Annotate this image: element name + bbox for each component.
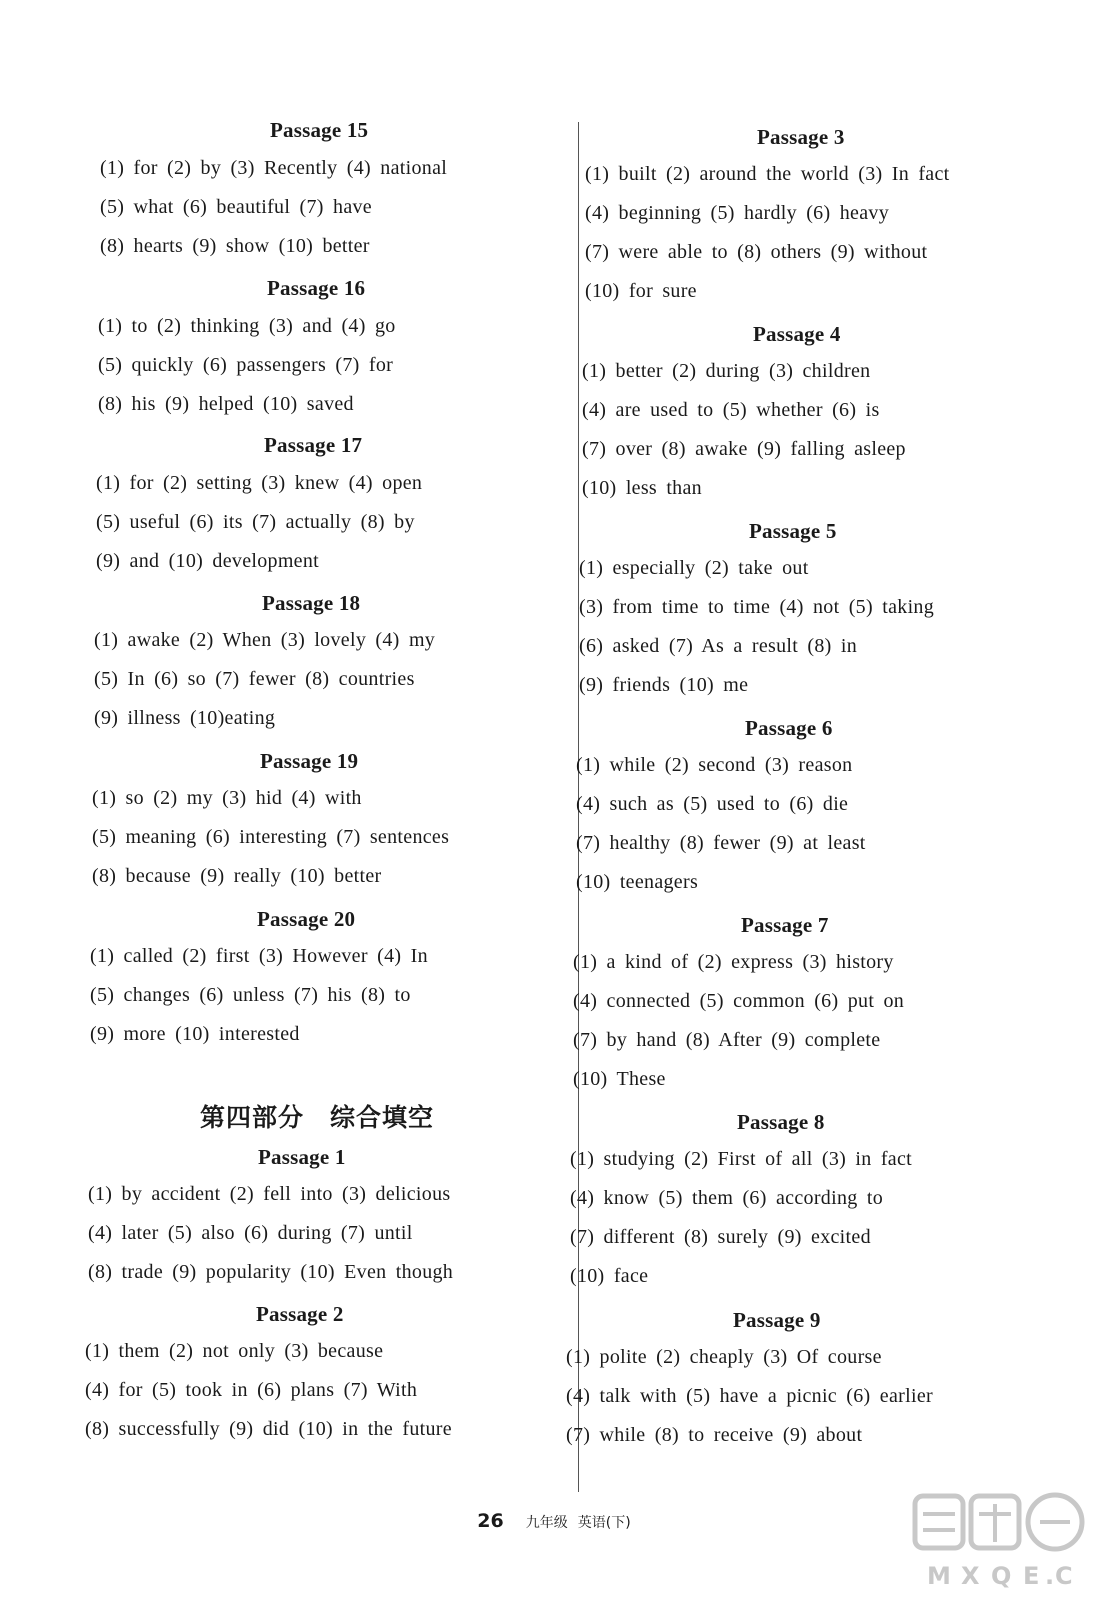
answer-line: (1) while (2) second (3) reason	[576, 754, 853, 776]
answer-line: (1) called (2) first (3) However (4) In	[90, 945, 428, 967]
answer-line: (10) These	[573, 1068, 666, 1090]
answer-line: (4) connected (5) common (6) put on	[573, 990, 905, 1012]
answer-line: (1) them (2) not only (3) because	[85, 1340, 384, 1362]
answer-line: (3) from time to time (4) not (5) taking	[579, 596, 935, 618]
answer-line: (1) a kind of (2) express (3) history	[573, 951, 894, 973]
answer-line: (1) built (2) around the world (3) In fact	[585, 163, 950, 185]
answer-line: (1) by accident (2) fell into (3) delicious	[88, 1183, 451, 1205]
answer-line: (9) and (10) development	[96, 550, 320, 572]
answer-line: (9) friends (10) me	[579, 674, 749, 696]
answer-line: (7) over (8) awake (9) falling asleep	[582, 438, 906, 460]
page-number: 26	[477, 1510, 504, 1532]
answer-line: (9) more (10) interested	[90, 1023, 300, 1045]
passage-title: Passage 3	[757, 125, 845, 149]
subject-label: 英语(下)	[577, 1515, 631, 1531]
answer-line: (10) less than	[582, 477, 702, 499]
svg-text:C: C	[1055, 1562, 1073, 1590]
answer-line: (7) different (8) surely (9) excited	[570, 1226, 871, 1248]
answer-line: (8) hearts (9) show (10) better	[100, 235, 370, 257]
passage-title: Passage 19	[260, 749, 359, 773]
passage-title: Passage 7	[741, 913, 829, 937]
svg-text:E: E	[1023, 1562, 1040, 1590]
passage-title: Passage 6	[745, 716, 833, 740]
answer-line: (1) for (2) by (3) Recently (4) national	[100, 157, 448, 179]
svg-text:.: .	[1045, 1562, 1055, 1590]
answer-line: (10) for sure	[585, 280, 697, 302]
answer-line: (5) changes (6) unless (7) his (8) to	[90, 984, 411, 1006]
answer-line: (7) while (8) to receive (9) about	[566, 1424, 863, 1446]
answer-line: (1) for (2) setting (3) knew (4) open	[96, 472, 423, 494]
answer-line: (8) trade (9) popularity (10) Even though	[88, 1261, 454, 1283]
answer-line: (1) so (2) my (3) hid (4) with	[92, 787, 362, 809]
answer-line: (1) awake (2) When (3) lovely (4) my	[94, 629, 436, 651]
answer-line: (4) beginning (5) hardly (6) heavy	[585, 202, 889, 224]
passage-title: Passage 9	[733, 1308, 821, 1332]
svg-text:M: M	[927, 1562, 951, 1590]
passage-title: Passage 8	[737, 1110, 825, 1134]
svg-text:Q: Q	[991, 1562, 1012, 1590]
answer-line: (4) later (5) also (6) during (7) until	[88, 1222, 413, 1244]
passage-title: Passage 15	[270, 118, 369, 142]
section-heading: 第四部分 综合填空	[200, 1103, 435, 1132]
passage-title: Passage 17	[264, 433, 363, 457]
passage-title: Passage 5	[749, 519, 837, 543]
answer-line: (7) were able to (8) others (9) without	[585, 241, 928, 263]
answer-line: (5) meaning (6) interesting (7) sentences	[92, 826, 450, 848]
answer-line: (1) especially (2) take out	[579, 557, 809, 579]
answer-line: (8) his (9) helped (10) saved	[98, 393, 354, 415]
answer-line: (5) what (6) beautiful (7) have	[100, 196, 372, 218]
answer-line: (7) healthy (8) fewer (9) at least	[576, 832, 866, 854]
passage-title: Passage 1	[258, 1145, 346, 1169]
grade-label: 九年级	[525, 1515, 568, 1531]
answer-line: (4) are used to (5) whether (6) is	[582, 399, 880, 421]
passage-title: Passage 18	[262, 591, 361, 615]
answer-line: (1) studying (2) First of all (3) in fact	[570, 1148, 913, 1170]
watermark-logo	[905, 1488, 1095, 1593]
answer-line: (5) useful (6) its (7) actually (8) by	[96, 511, 415, 533]
passage-title: Passage 2	[256, 1302, 344, 1326]
answer-line: (4) for (5) took in (6) plans (7) With	[85, 1379, 418, 1401]
answer-line: (10) teenagers	[576, 871, 699, 893]
answer-line: (6) asked (7) As a result (8) in	[579, 635, 858, 657]
answer-line: (10) face	[570, 1265, 649, 1287]
answer-line: (4) talk with (5) have a picnic (6) earlier	[566, 1385, 933, 1407]
passage-title: Passage 16	[267, 276, 366, 300]
passage-title: Passage 4	[753, 322, 841, 346]
answer-line: (1) better (2) during (3) children	[582, 360, 871, 382]
answer-line: (8) successfully (9) did (10) in the future	[85, 1418, 452, 1440]
answer-line: (4) know (5) them (6) according to	[570, 1187, 883, 1209]
answer-line: (8) because (9) really (10) better	[92, 865, 382, 887]
answer-line: (9) illness (10)eating	[94, 707, 276, 729]
answer-line: (1) polite (2) cheaply (3) Of course	[566, 1346, 882, 1368]
passage-title: Passage 20	[257, 907, 356, 931]
answer-line: (4) such as (5) used to (6) die	[576, 793, 849, 815]
answer-line: (1) to (2) thinking (3) and (4) go	[98, 315, 396, 337]
answer-line: (5) quickly (6) passengers (7) for	[98, 354, 394, 376]
answer-line: (7) by hand (8) After (9) complete	[573, 1029, 881, 1051]
answer-line: (5) In (6) so (7) fewer (8) countries	[94, 668, 415, 690]
svg-text:X: X	[961, 1562, 980, 1590]
